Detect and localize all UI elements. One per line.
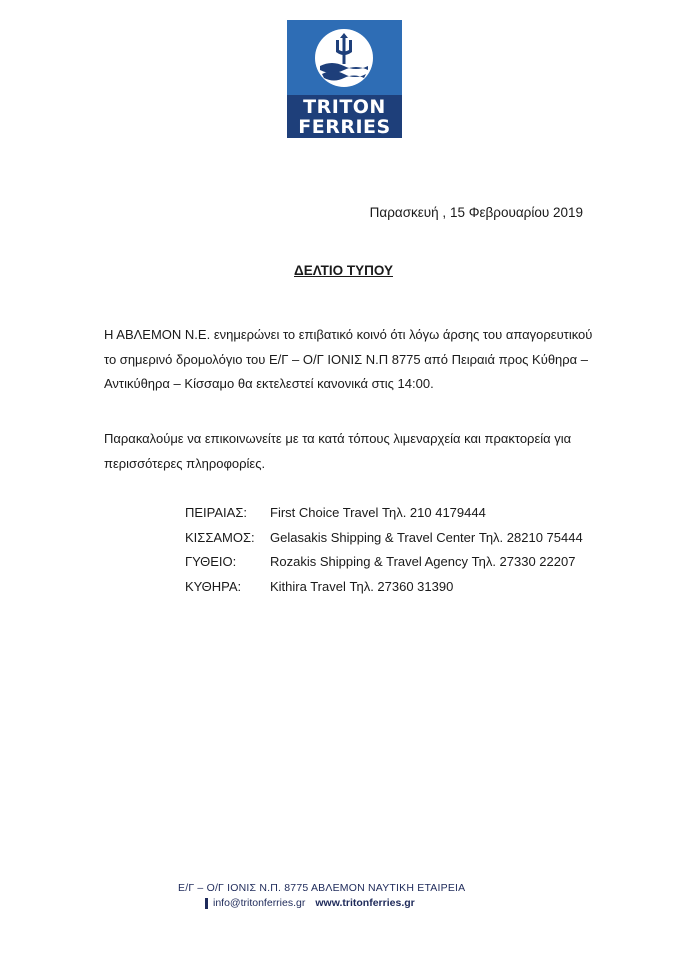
contact-row [185, 501, 583, 526]
paragraph-contact-request [104, 427, 604, 476]
contact-place: ΚΥΘΗΡΑ: [185, 578, 242, 594]
contact-place: ΚΙΣΣΑΜΟΣ: [185, 529, 255, 545]
contact-row [185, 575, 583, 600]
contact-row [185, 550, 583, 575]
paragraph-line: Η ΑΒΛΕΜΟΝ Ν.Ε. ενημερώνει το επιβατικό κοινό ότι λόγω άρσης του απαγορευτικού [104, 327, 593, 342]
contacts-list [185, 501, 583, 599]
document-date: Παρασκευή , 15 Φεβρουαρίου 2019 [369, 205, 583, 220]
footer [178, 882, 465, 909]
paragraph-line: περισσότερες πληροφορίες. [104, 455, 266, 471]
triton-ferries-logo [287, 20, 402, 138]
contact-place: ΓΥΘΕΙΟ: [185, 554, 237, 569]
footer-website: www.tritonferries.gr [315, 897, 415, 909]
footer-contact-line [205, 897, 465, 909]
paragraph-line: Παρακαλούμε να επικοινωνείτε με τα κατά τόπους λιμεναρχεία και πρακτορεία για [104, 431, 572, 446]
footer-bar-icon [205, 898, 208, 909]
contact-place: ΠΕΙΡΑΙΑΣ: [185, 505, 247, 520]
footer-company-line: Ε/Γ – Ο/Γ ΙΟΝΙΣ Ν.Π. 8775 ΑΒΛΕΜΟΝ ΝΑΥΤΙΚΗ ΕΤΑΙΡΕΙΑ [178, 882, 466, 894]
contact-info: Rozakis Shipping & Travel Agency Τηλ. 27330 22207 [270, 554, 576, 569]
contact-info: First Choice Travel Τηλ. 210 4179444 [270, 505, 486, 520]
logo-line-2: FERRIES [298, 116, 391, 138]
logo-line-1: TRITON [303, 96, 386, 118]
paragraph-line: Αντικύθηρα – Κίσσαμο θα εκτελεστεί κανονικά στις 14:00. [104, 376, 434, 391]
contact-row [185, 526, 583, 551]
paragraph-line: το σημερινό δρομολόγιο του Ε/Γ – Ο/Γ ΙΟΝΙΣ Ν.Π 8775 από Πειραιά προς Κύθηρα – [104, 351, 589, 367]
contact-info: Kithira Travel Τηλ. 27360 31390 [270, 578, 454, 594]
footer-email: info@tritonferries.gr [213, 897, 306, 909]
logo-text [287, 95, 402, 138]
paragraph-announcement [104, 323, 604, 397]
document-title: ΔΕΛΤΙΟ ΤΥΠΟΥ [294, 263, 393, 278]
trident-wave-icon [314, 28, 374, 88]
contact-info: Gelasakis Shipping & Travel Center Τηλ. 28210 75444 [270, 529, 583, 545]
